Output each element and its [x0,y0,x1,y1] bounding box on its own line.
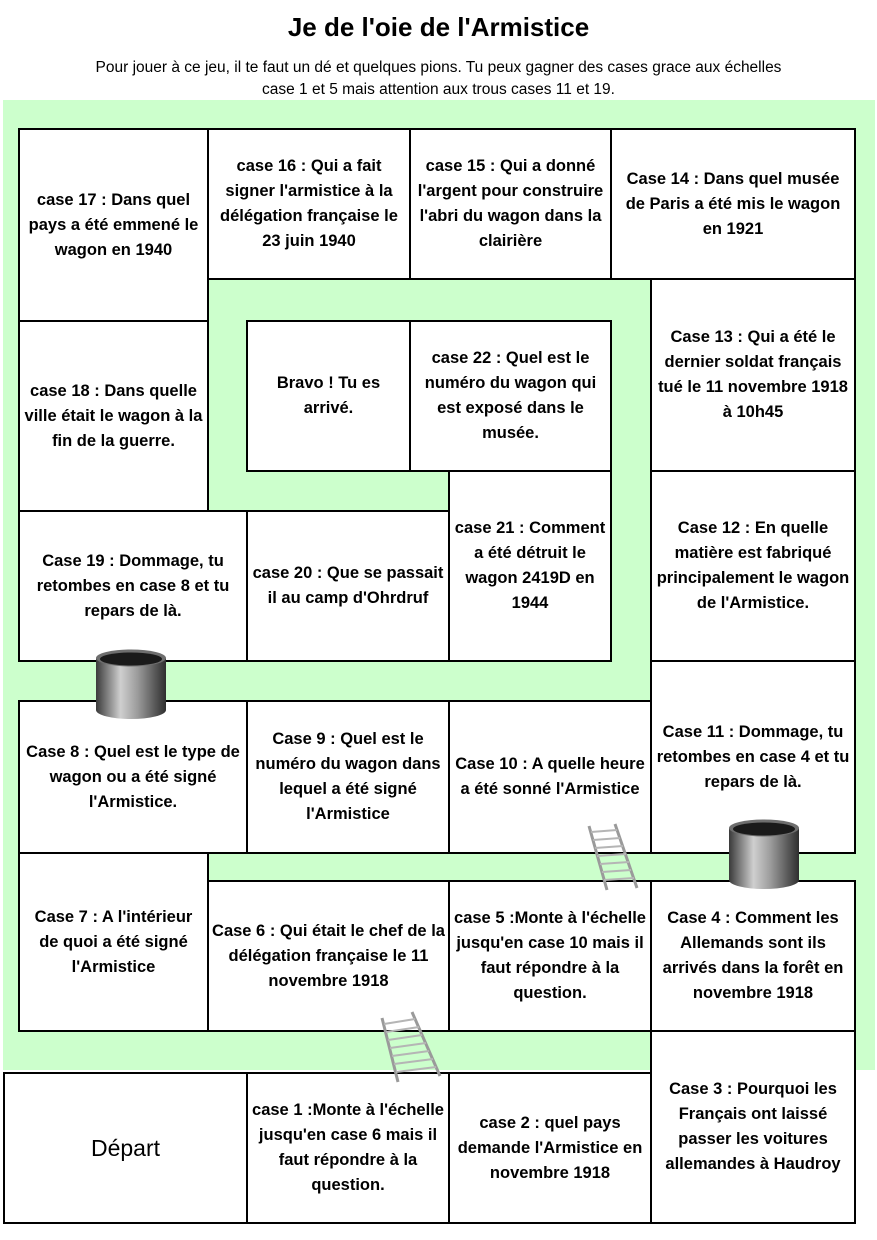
square-1[interactable]: case 1 :Monte à l'échelle jusqu'en case 6 mais il faut répondre à la question. [246,1072,450,1224]
square-5[interactable]: case 5 :Monte à l'échelle jusqu'en case 10 mais il faut répondre à la question. [448,880,652,1032]
square-2[interactable]: case 2 : quel pays demande l'Armistice en novembre 1918 [448,1072,652,1224]
instructions-line-1: Pour jouer à ce jeu, il te faut un dé et quelques pions. Tu peux gagner des cases grace aux échelles [95,59,782,76]
ladder-icon [585,822,643,892]
hole-icon [727,818,801,890]
square-6[interactable]: Case 6 : Qui était le chef de la délégation française le 11 novembre 1918 [207,880,450,1032]
square-9[interactable]: Case 9 : Quel est le numéro du wagon dans lequel a été signé l'Armistice [246,700,450,854]
instructions [10,57,867,101]
square-17[interactable]: case 17 : Dans quel pays a été emmené le wagon en 1940 [18,128,209,322]
square-18[interactable]: case 18 : Dans quelle ville était le wagon à la fin de la guerre. [18,320,209,512]
square-10[interactable]: Case 10 : A quelle heure a été sonné l'Armistice [448,700,652,854]
square-15[interactable]: case 15 : Qui a donné l'argent pour construire l'abri du wagon dans la clairière [409,128,612,280]
square-7[interactable]: Case 7 : A l'intérieur de quoi a été signé l'Armistice [18,852,209,1032]
ladder-icon [378,1010,446,1084]
square-19[interactable]: Case 19 : Dommage, tu retombes en case 8 et tu repars de là. [18,510,248,662]
hole-icon [94,648,168,720]
square-3[interactable]: Case 3 : Pourquoi les Français ont laissé passer les voitures allemandes à Haudroy [650,1030,856,1224]
square-20[interactable]: case 20 : Que se passait il au camp d'Ohrdruf [246,510,450,662]
square-14[interactable]: Case 14 : Dans quel musée de Paris a été mis le wagon en 1921 [610,128,856,280]
square-11[interactable]: Case 11 : Dommage, tu retombes en case 4 et tu repars de là. [650,660,856,854]
square-22[interactable]: case 22 : Quel est le numéro du wagon qui est exposé dans le musée. [409,320,612,472]
square-4[interactable]: Case 4 : Comment les Allemands sont ils arrivés dans la forêt en novembre 1918 [650,880,856,1032]
square-12[interactable]: Case 12 : En quelle matière est fabriqué principalement le wagon de l'Armistice. [650,470,856,662]
square-13[interactable]: Case 13 : Qui a été le dernier soldat français tué le 11 novembre 1918 à 10h45 [650,278,856,472]
instructions-line-2: case 1 et 5 mais attention aux trous cases 11 et 19. [262,81,615,98]
page-title: Je de l'oie de l'Armistice [287,12,590,42]
square-21[interactable]: case 21 : Comment a été détruit le wagon 2419D en 1944 [448,470,612,662]
square-16[interactable]: case 16 : Qui a fait signer l'armistice à la délégation française le 23 juin 1940 [207,128,411,280]
square-8[interactable]: Case 8 : Quel est le type de wagon ou a été signé l'Armistice. [18,700,248,854]
square-arrivee[interactable]: Bravo ! Tu es arrivé. [246,320,411,472]
square-depart[interactable]: Départ [3,1072,248,1224]
